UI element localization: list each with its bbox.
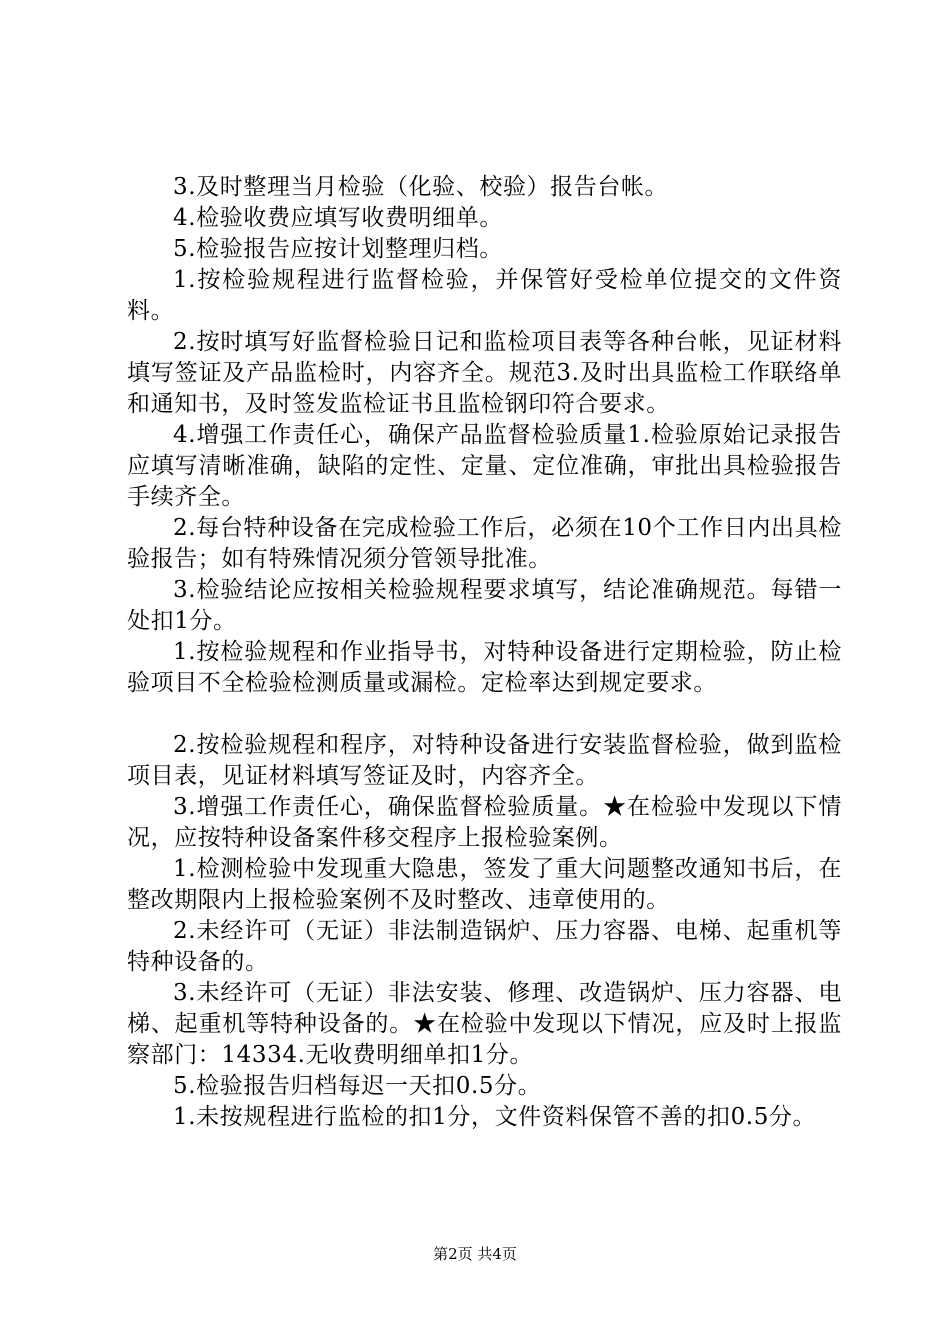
paragraph: 4.检验收费应填写收费明细单。 <box>173 205 503 231</box>
paragraph: 3.增强工作责任心，确保监督检验质量。★在检验中发现以下情况，应按特种设备案件移交程序上报检验案例。 <box>127 794 842 851</box>
page-number-footer: 第2页 共4页 <box>433 1245 517 1263</box>
paragraph: 2.按时填写好监督检验日记和监检项目表等各种台帐，见证材料填写签证及产品监检时，内容齐全。规范3.及时出具监检工作联络单和通知书，及时签发监检证书且监检钢印符合要求。 <box>127 329 842 417</box>
paragraph: 3.未经许可（无证）非法安装、修理、改造锅炉、压力容器、电梯、起重机等特种设备的。★在检验中发现以下情况，应及时上报监察部门：14334.无收费明细单扣1分。 <box>127 980 842 1068</box>
paragraph: 2.每台特种设备在完成检验工作后，必须在10个工作日内出具检验报告；如有特殊情况须分管领导批准。 <box>127 515 842 572</box>
paragraph: 1.按检验规程和作业指导书，对特种设备进行定期检验，防止检验项目不全检验检测质量或漏检。定检率达到规定要求。 <box>127 639 842 696</box>
paragraph: 3.检验结论应按相关检验规程要求填写，结论准确规范。每错一处扣1分。 <box>127 577 842 634</box>
paragraph: 4.增强工作责任心，确保产品监督检验质量1.检验原始记录报告应填写清晰准确，缺陷的定性、定量、定位准确，审批出具检验报告手续齐全。 <box>127 422 842 510</box>
paragraph: 3.及时整理当月检验（化验、校验）报告台帐。 <box>173 174 669 200</box>
paragraph: 1.未按规程进行监检的扣1分，文件资料保管不善的扣0.5分。 <box>173 1104 817 1130</box>
paragraph: 2.未经许可（无证）非法制造锅炉、压力容器、电梯、起重机等特种设备的。 <box>127 918 842 975</box>
paragraph: 5.检验报告应按计划整理归档。 <box>173 236 503 262</box>
paragraph: 5.检验报告归档每迟一天扣0.5分。 <box>173 1073 542 1099</box>
paragraph: 1.检测检验中发现重大隐患，签发了重大问题整改通知书后，在整改期限内上报检验案例不及时整改、违章使用的。 <box>127 856 842 913</box>
paragraph: 2.按检验规程和程序，对特种设备进行安装监督检验，做到监检项目表，见证材料填写签证及时，内容齐全。 <box>127 732 842 789</box>
document-body <box>127 172 842 1133</box>
paragraph: 1.按检验规程进行监督检验，并保管好受检单位提交的文件资料。 <box>127 267 842 324</box>
